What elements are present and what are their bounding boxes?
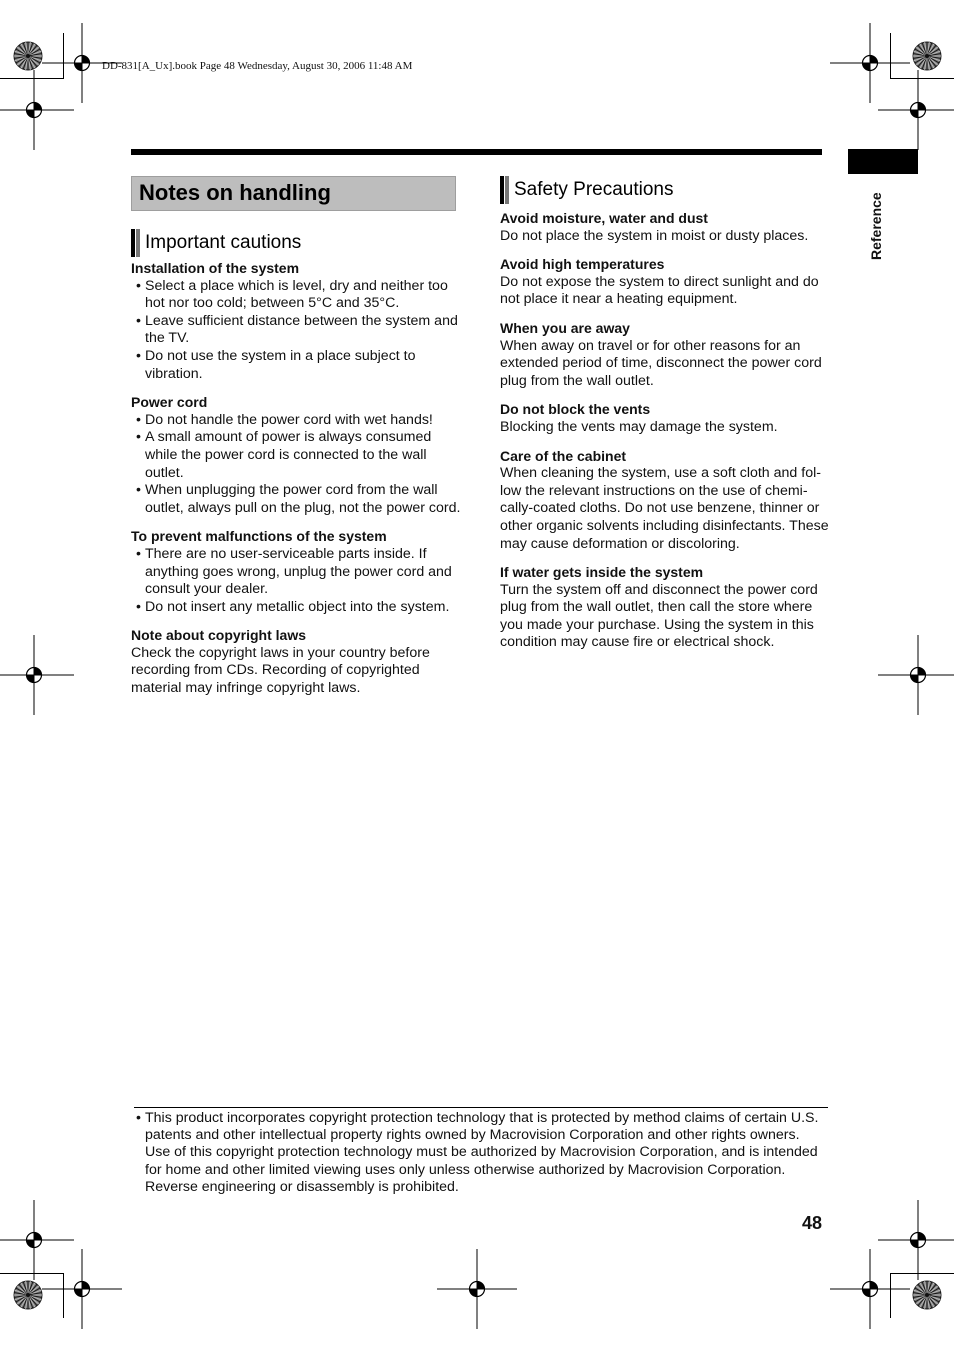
block-heading: Avoid moisture, water and dust: [500, 210, 708, 226]
crop-mark: [890, 1273, 954, 1274]
important-cautions-section: [131, 228, 461, 709]
registration-starburst-icon: [911, 1279, 943, 1311]
side-tab: [848, 149, 918, 174]
safety-block: [500, 448, 830, 554]
bullet-item: • Do not handle the power cord with wet hands!: [131, 412, 461, 430]
footnote-rule: [134, 1107, 828, 1108]
bullet-item: • A small amount of power is always consumed while the power cord is connected to the wall outlet.: [131, 429, 461, 482]
safety-block: [500, 320, 830, 390]
crop-mark: [63, 1273, 64, 1318]
bullet-item: • Do not use the system in a place subject to vibration.: [131, 348, 461, 383]
block-text: Do not place the system in moist or dusty places.: [500, 227, 809, 244]
bullet-item: • Select a place which is level, dry and neither too hot nor too cold; between 5°C and 35°C.: [131, 278, 461, 313]
crop-mark: [890, 78, 954, 79]
block-heading: Avoid high temperatures: [500, 256, 665, 273]
caution-block-malfunctions: [131, 528, 461, 616]
block-heading: To prevent malfunctions of the system: [131, 528, 387, 545]
crop-mark: [890, 33, 891, 78]
side-tab-label: [840, 180, 900, 260]
title-band: [131, 176, 456, 211]
bullet-item: • Leave sufficient distance between the system and the TV.: [131, 313, 461, 348]
crop-mark: [890, 1273, 891, 1318]
block-heading: When you are away: [500, 319, 630, 336]
registration-starburst-icon: [911, 40, 943, 72]
safety-block: [500, 564, 830, 652]
bullet-item: • There are no user-serviceable parts inside. If anything goes wrong, unplug the power cord and consult your dealer.: [131, 546, 461, 599]
block-text: When cleaning the system, use a soft cloth and fol-low the relevant instructions on the use of chemi-cally-coated cloths. Do not use benzene, thinner or other organic solvents including disinfectants. These may cause deformation or discoloring.: [500, 465, 829, 552]
crop-mark: [0, 78, 64, 79]
block-text: Do not expose the system to direct sunlight and do not place it near a heating equipment.: [500, 273, 819, 308]
bullet-item: • Do not insert any metallic object into the system.: [131, 599, 461, 617]
registration-crosshair-icon: [878, 635, 954, 715]
safety-precautions-header: [500, 175, 830, 205]
footnote-text: • This product incorporates copyright protection technology that is protected by method claims of certain U.S. patents and other intellectual property rights owned by Macrovision Corporation and other rights owners. Use of this copyright protection technology must be authorized by Macrovision Corporation, and is intended for home and other limited viewing uses only unless otherwise authorized by Macrovision Corporation. Reverse engineering or disassembly is prohibited.: [134, 1110, 828, 1196]
bullet-item: • When unplugging the power cord from the wall outlet, always pull on the plug, not the power cord.: [131, 482, 461, 517]
registration-starburst-icon: [12, 1279, 44, 1311]
footnote: [134, 1110, 828, 1196]
block-heading: Power cord: [131, 394, 208, 411]
block-heading: Installation of the system: [131, 260, 300, 276]
registration-crosshair-icon: [437, 1249, 517, 1329]
important-cautions-header: [131, 228, 461, 258]
section-bar-icon: [500, 176, 509, 204]
safety-block: [500, 256, 830, 309]
safety-block: [500, 401, 830, 436]
block-text: When away on travel or for other reasons for an extended period of time, disconnect the power cord plug from the wall outlet.: [500, 337, 822, 389]
section-bar-icon: [131, 229, 140, 257]
registration-crosshair-icon: [830, 1249, 910, 1329]
top-rule: [131, 149, 822, 155]
registration-crosshair-icon: [878, 70, 954, 150]
registration-crosshair-icon: [0, 70, 74, 150]
section-title: Safety Precautions: [514, 179, 674, 201]
caution-block-power-cord: [131, 394, 461, 517]
safety-precautions-section: [500, 175, 830, 663]
block-heading: If water gets inside the system: [500, 564, 704, 581]
block-heading: Do not block the vents: [500, 401, 651, 418]
caution-block-copyright: [131, 627, 461, 697]
page-title: Notes on handling: [139, 180, 331, 205]
crop-mark: [0, 1273, 64, 1274]
section-title: Important cautions: [145, 232, 302, 254]
print-header: DD-831[A_Ux].book Page 48 Wednesday, August 30, 2006 11:48 AM: [102, 60, 413, 72]
block-heading: Note about copyright laws: [131, 627, 307, 644]
block-heading: Care of the cabinet: [500, 447, 627, 464]
side-tab-text: Reference: [868, 192, 884, 260]
crop-mark: [63, 33, 64, 78]
caution-block-installation: [131, 260, 461, 383]
block-text: Check the copyright laws in your country before recording from CDs. Recording of copyrighted material may infringe copyright laws.: [131, 644, 430, 697]
page-number: 48: [801, 1213, 822, 1233]
registration-crosshair-icon: [42, 1249, 122, 1329]
safety-block: [500, 210, 830, 245]
block-text: Blocking the vents may damage the system.: [500, 418, 778, 435]
registration-crosshair-icon: [0, 635, 74, 715]
registration-starburst-icon: [12, 40, 44, 72]
block-text: Turn the system off and disconnect the power cord plug from the wall outlet, then call the store where you made your purchase. Using the system in this condition may cause fire or electrical shock.: [500, 581, 818, 651]
